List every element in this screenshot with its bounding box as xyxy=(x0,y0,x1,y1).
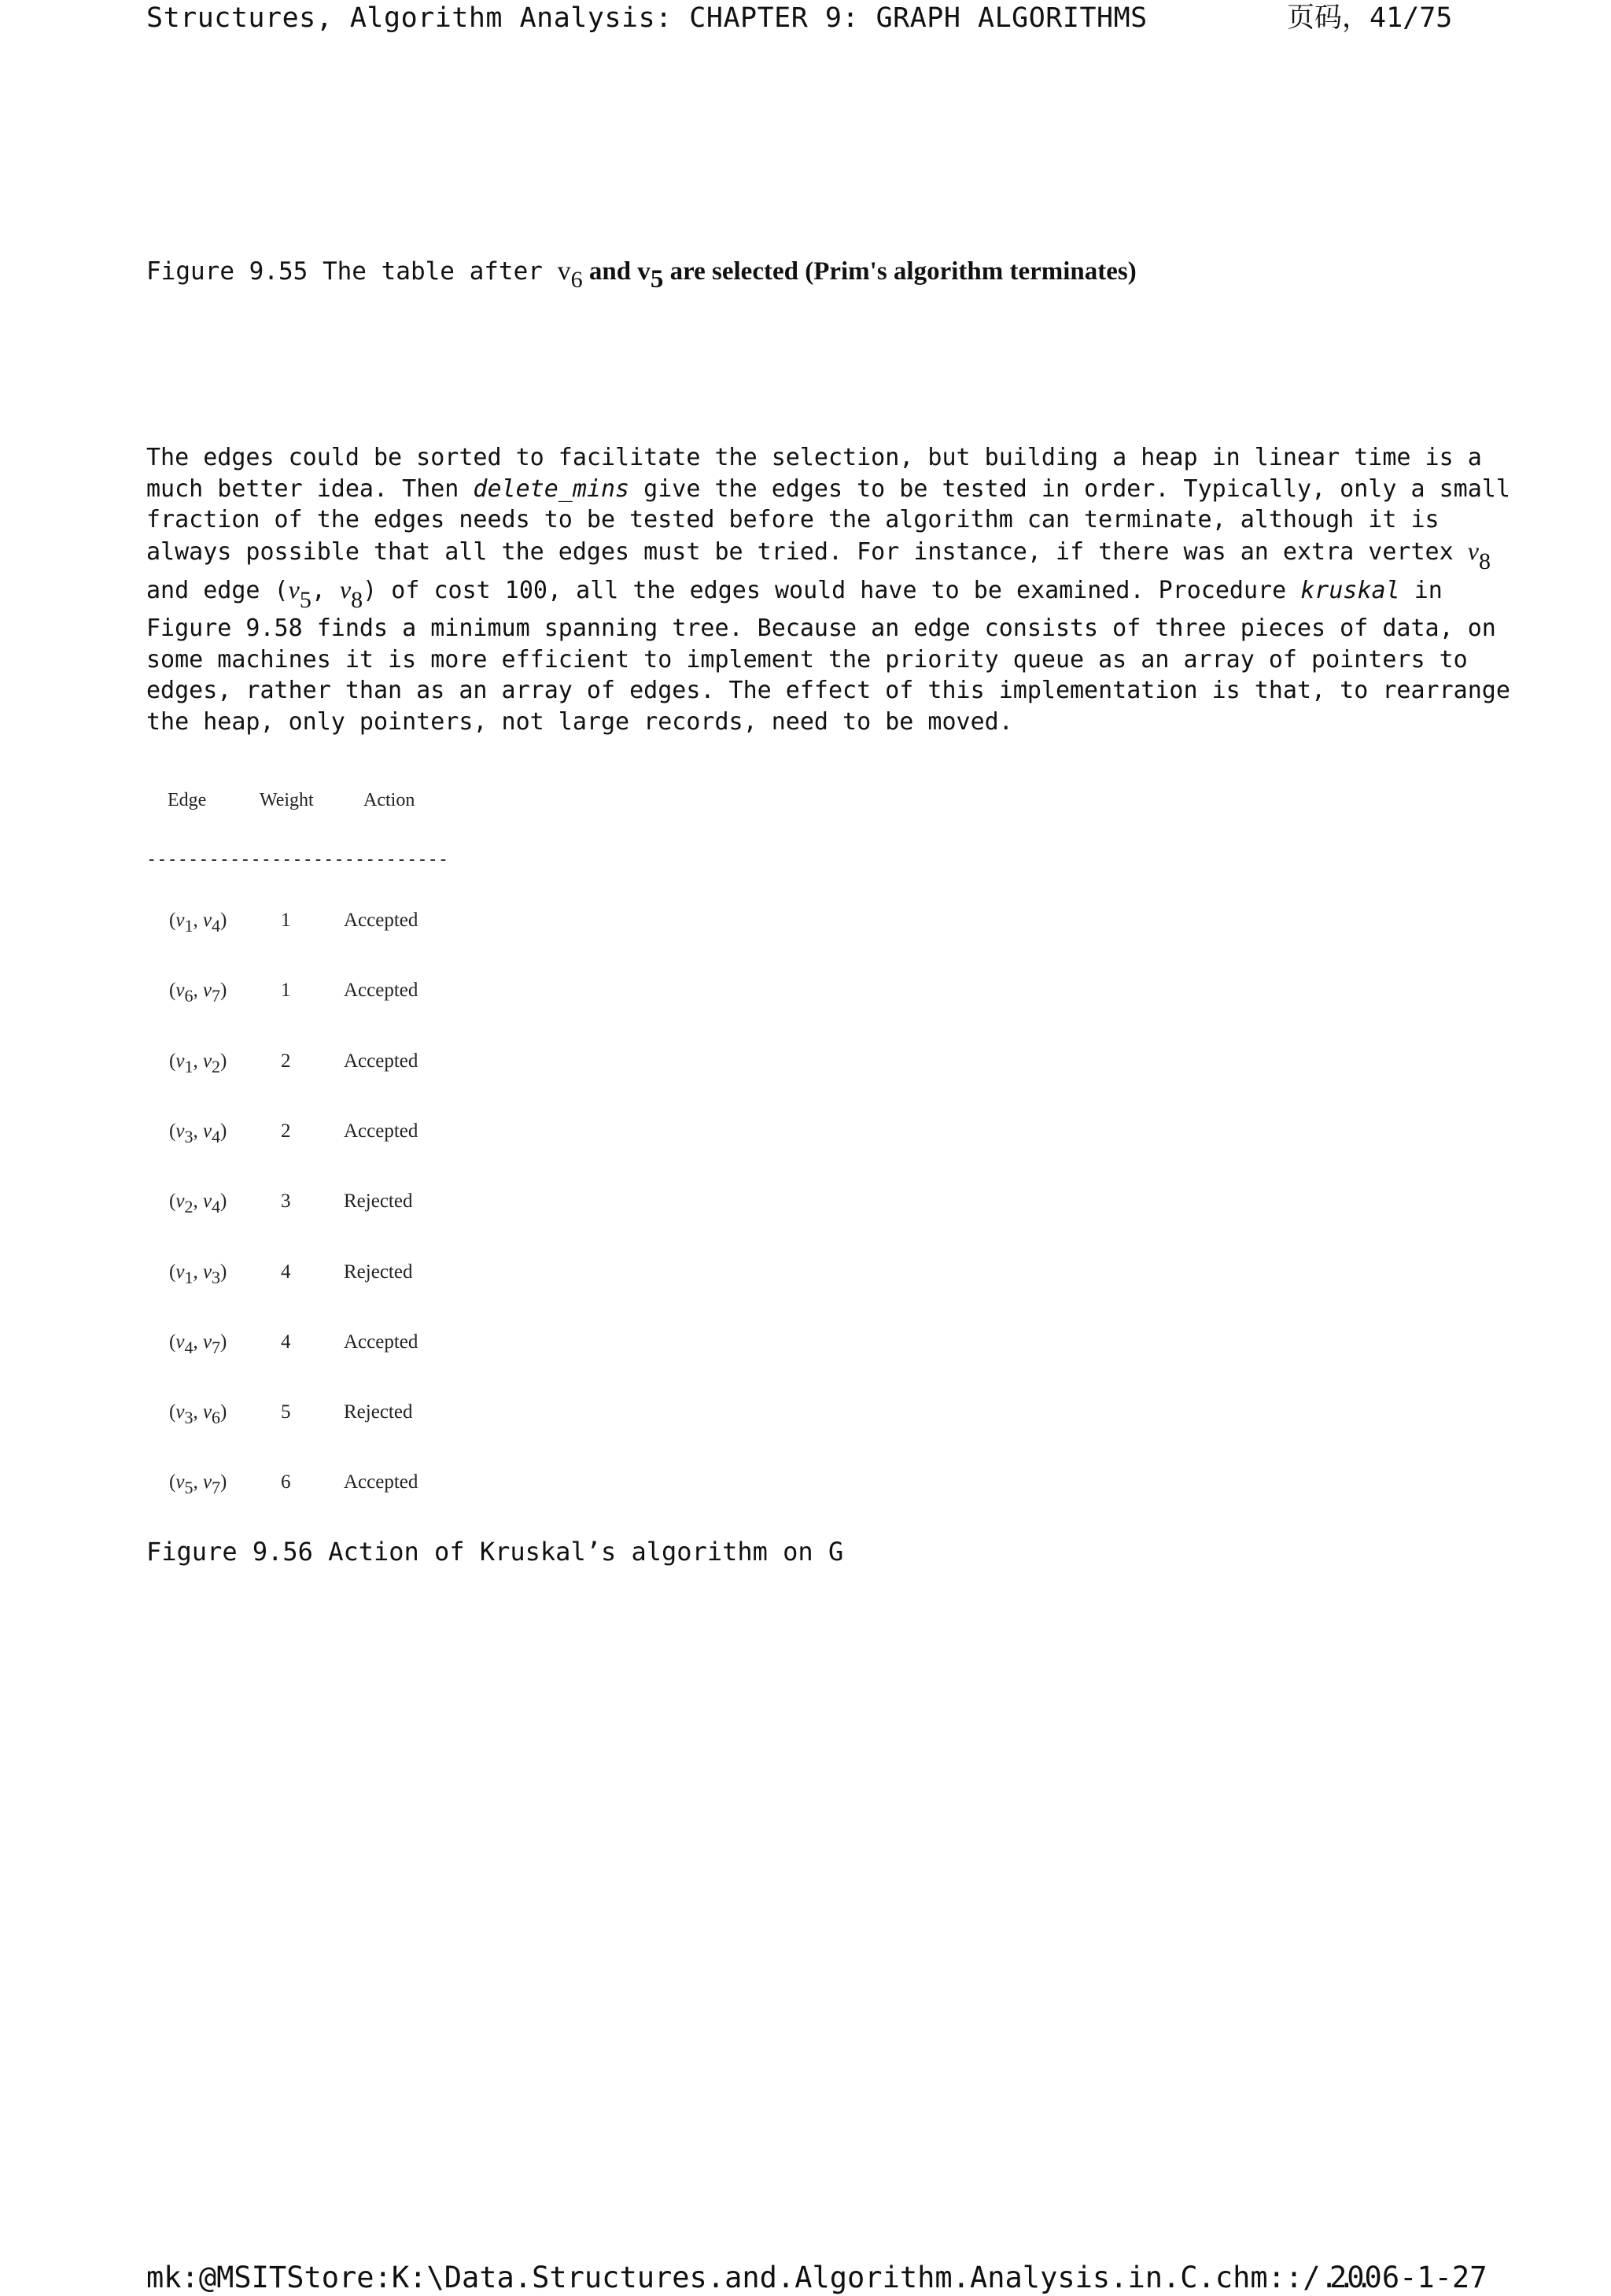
edge-cell: ($v_4$, $v_7$) xyxy=(169,1331,227,1357)
edge-from: 6 xyxy=(184,986,194,1006)
vertex-var: v xyxy=(339,575,352,604)
weight-cell: 2 xyxy=(281,1120,291,1142)
edge-cell: ($v_1$, $v_4$) xyxy=(169,910,227,936)
para-text: always possible that all the edges must be tried. For instance, if there was an extra vertex xyxy=(146,537,1468,566)
para-line-6: Figure 9.58 finds a minimum spanning tree. Because an edge consists of three pieces of data, on xyxy=(146,615,1496,642)
caption-sub-a: 6 xyxy=(570,267,583,293)
edge-cell: ($v_1$, $v_3$) xyxy=(169,1261,227,1287)
edge-cell: ($v_2$, $v_4$) xyxy=(169,1190,227,1216)
edge-from: 5 xyxy=(184,1478,194,1497)
edge-from: 2 xyxy=(184,1197,194,1216)
para-line-5 xyxy=(146,567,1484,613)
edge-from: 1 xyxy=(184,1268,194,1287)
table-header-edge: Edge xyxy=(168,790,207,810)
table-row xyxy=(0,1471,551,1500)
figure-9-56-caption: Figure 9.56 Action of Kruskal’s algorithm on G xyxy=(146,1537,844,1567)
vertex-sub: 5 xyxy=(299,587,312,613)
action-cell: Accepted xyxy=(344,1331,418,1353)
para-line-3: fraction of the edges needs to be tested before the algorithm can terminate, although it is xyxy=(146,506,1440,533)
edge-to: 4 xyxy=(212,1127,221,1146)
table-row xyxy=(0,1120,551,1149)
para-text: give the edges to be tested in order. Typically, only a small xyxy=(629,474,1510,503)
footer-date: 2006-1-27 xyxy=(1329,2261,1488,2294)
vertex-var: v xyxy=(1467,536,1479,565)
weight-cell: 4 xyxy=(281,1261,291,1283)
table-row xyxy=(0,910,551,938)
edge-from: 1 xyxy=(184,916,194,936)
vertex-sub: 8 xyxy=(1478,548,1491,574)
action-cell: Accepted xyxy=(344,1050,418,1072)
para-text: in xyxy=(1399,577,1443,604)
action-cell: Accepted xyxy=(344,980,418,1001)
footer-url: mk:@MSITStore:K:\Data.Structures.and.Algorithm.Analysis.in.C.chm::/... xyxy=(146,2261,1373,2294)
kruskal-term: kruskal xyxy=(1300,577,1400,604)
para-line-1: The edges could be sorted to facilitate the selection, but building a heap in linear time is a xyxy=(146,444,1482,471)
table-header-weight: Weight xyxy=(260,790,314,810)
vertex-sub: 8 xyxy=(351,587,363,613)
action-cell: Rejected xyxy=(344,1190,413,1212)
edge-cell: ($v_3$, $v_6$) xyxy=(169,1401,227,1427)
edge-from: 4 xyxy=(184,1338,194,1357)
edge-to: 3 xyxy=(212,1268,221,1287)
action-cell: Accepted xyxy=(344,910,418,931)
weight-cell: 2 xyxy=(281,1050,291,1072)
para-line-8: edges, rather than as an array of edges. The effect of this implementation is that, to rearrange xyxy=(146,677,1510,704)
edge-to: 7 xyxy=(212,1478,221,1497)
edge-to: 7 xyxy=(212,986,221,1006)
table-row xyxy=(0,1190,551,1219)
para-text: , xyxy=(311,577,340,604)
delete-mins-term: delete_mins xyxy=(473,474,630,503)
weight-cell: 4 xyxy=(281,1331,291,1353)
edge-to: 6 xyxy=(212,1408,221,1427)
vertex-var: v xyxy=(288,575,300,604)
page-number: 页码，41/75 xyxy=(1287,2,1453,34)
caption-prefix: Figure 9.55 The table after xyxy=(146,257,558,286)
table-row xyxy=(0,1050,551,1079)
edge-to: 4 xyxy=(212,1197,221,1216)
action-cell: Rejected xyxy=(344,1261,413,1283)
caption-sub-b: 5 xyxy=(650,265,664,293)
para-line-2 xyxy=(146,474,1510,505)
table-row xyxy=(0,980,551,1008)
edge-cell: ($v_1$, $v_2$) xyxy=(169,1050,227,1076)
weight-cell: 1 xyxy=(281,980,291,1001)
action-cell: Rejected xyxy=(344,1401,413,1423)
para-line-7: some machines it is more efficient to implement the priority queue as an array of pointers to xyxy=(146,645,1468,674)
para-text: and edge ( xyxy=(146,577,289,604)
edge-from: 3 xyxy=(184,1408,194,1427)
figure-9-55-caption xyxy=(146,256,1137,293)
caption-mid: and v xyxy=(582,257,651,286)
action-cell: Accepted xyxy=(344,1120,418,1142)
edge-to: 7 xyxy=(212,1338,221,1357)
edge-to: 4 xyxy=(212,916,221,936)
table-row xyxy=(0,1401,551,1430)
table-row xyxy=(0,1261,551,1290)
weight-cell: 5 xyxy=(281,1401,291,1423)
weight-cell: 6 xyxy=(281,1471,291,1493)
para-line-4 xyxy=(146,536,1491,574)
edge-cell: ($v_5$, $v_7$) xyxy=(169,1471,227,1497)
action-cell: Accepted xyxy=(344,1471,418,1493)
caption-suffix: are selected (Prim's algorithm terminates) xyxy=(663,257,1137,286)
edge-from: 3 xyxy=(184,1127,194,1146)
para-text: much better idea. Then xyxy=(146,474,474,503)
body-paragraph xyxy=(146,442,1510,737)
caption-var-a: v xyxy=(557,257,571,286)
table-rule: ----------------------------- xyxy=(146,850,449,869)
page-header-title: Structures, Algorithm Analysis: CHAPTER 9: GRAPH ALGORITHMS xyxy=(146,2,1148,34)
edge-from: 1 xyxy=(184,1057,194,1076)
weight-cell: 1 xyxy=(281,910,291,931)
para-text: ) of cost 100, all the edges would have to be examined. Procedure xyxy=(363,577,1301,604)
weight-cell: 3 xyxy=(281,1190,291,1212)
edge-to: 2 xyxy=(212,1057,221,1076)
edge-cell: ($v_3$, $v_4$) xyxy=(169,1120,227,1146)
table-row xyxy=(0,1331,551,1360)
table-header-action: Action xyxy=(363,790,415,810)
para-line-9: the heap, only pointers, not large records, need to be moved. xyxy=(146,707,1013,736)
edge-cell: ($v_6$, $v_7$) xyxy=(169,980,227,1006)
